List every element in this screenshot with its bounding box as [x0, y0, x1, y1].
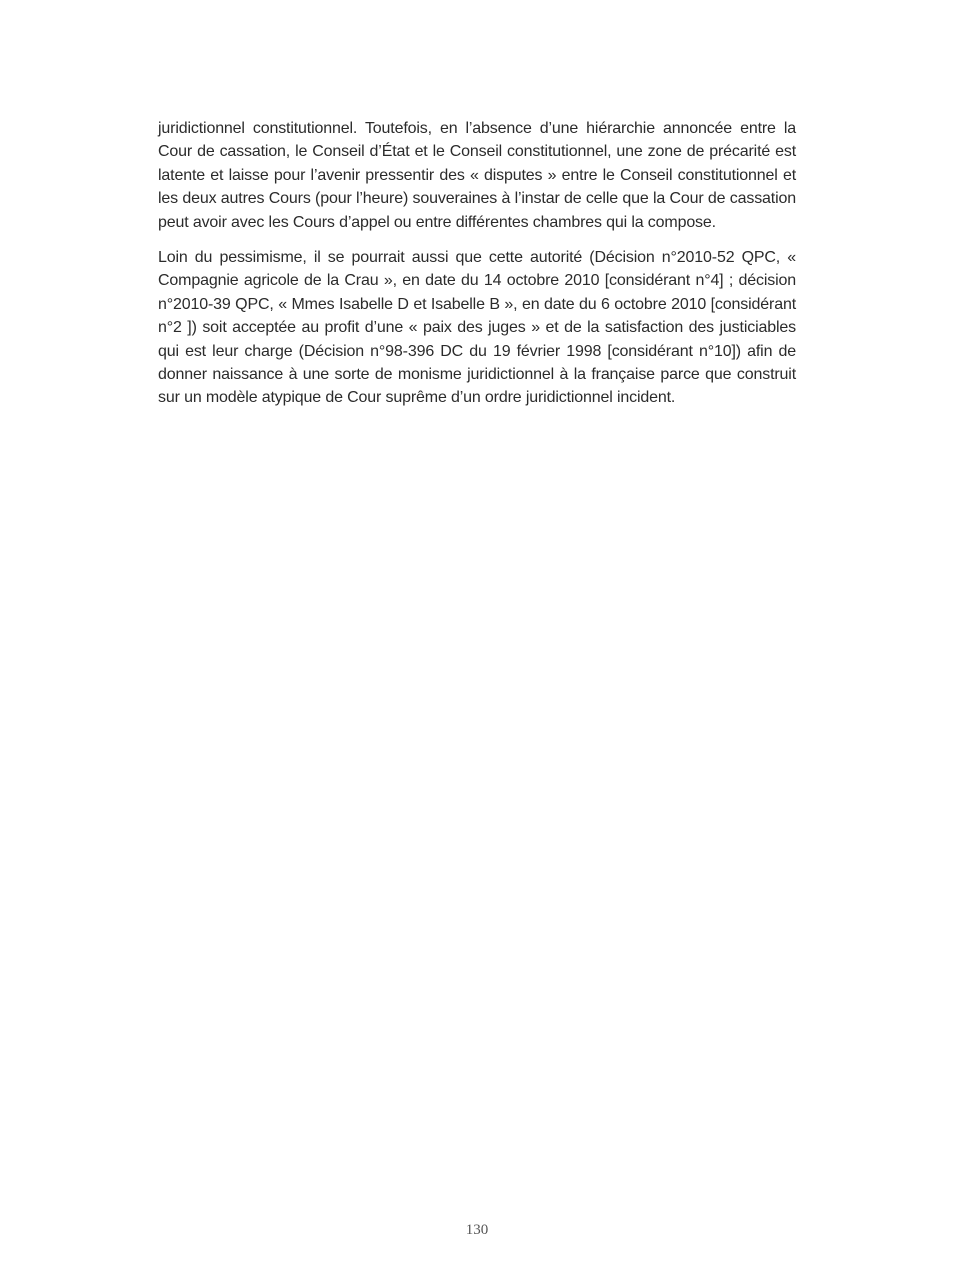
page-number: 130 — [465, 1222, 489, 1238]
paragraph: juridictionnel constitutionnel. Toutefois, en l’absence d’une hiérarchie annoncée entre la Cour de cassation, le Conseil d’État et le Conseil constitutionnel, une zone de précarité est latente et laisse pour l’avenir pressentir des « disputes » entre le Conseil constitutionnel et les deux autres Cours (pour l’heure) souveraines à l’instar de celle que la Cour de cassation peut avoir avec les Cours d’appel ou entre différentes chambres qui la compose. — [158, 120, 796, 231]
paragraph: Loin du pessimisme, il se pourrait aussi que cette autorité (Décision n°2010-52 QPC, « Compagnie agricole de la Crau », en date du 14 octobre 2010 [considérant n°4] ; décision n°2010-39 QPC, « Mmes Isabelle D et Isabelle B », en date du 6 octobre 2010 [considérant n°2 ]) soit acceptée au profit d’une « paix des juges » et de la satisfaction des justiciables qui est leur charge (Décision n°98-396 DC du 19 février 1998 [considérant n°10]) afin de donner naissance à une sorte de monisme juridictionnel à la française parce que construit sur un modèle atypique de Cour suprême d’un ordre juridictionnel incident. — [158, 249, 796, 407]
body-text — [158, 117, 796, 422]
